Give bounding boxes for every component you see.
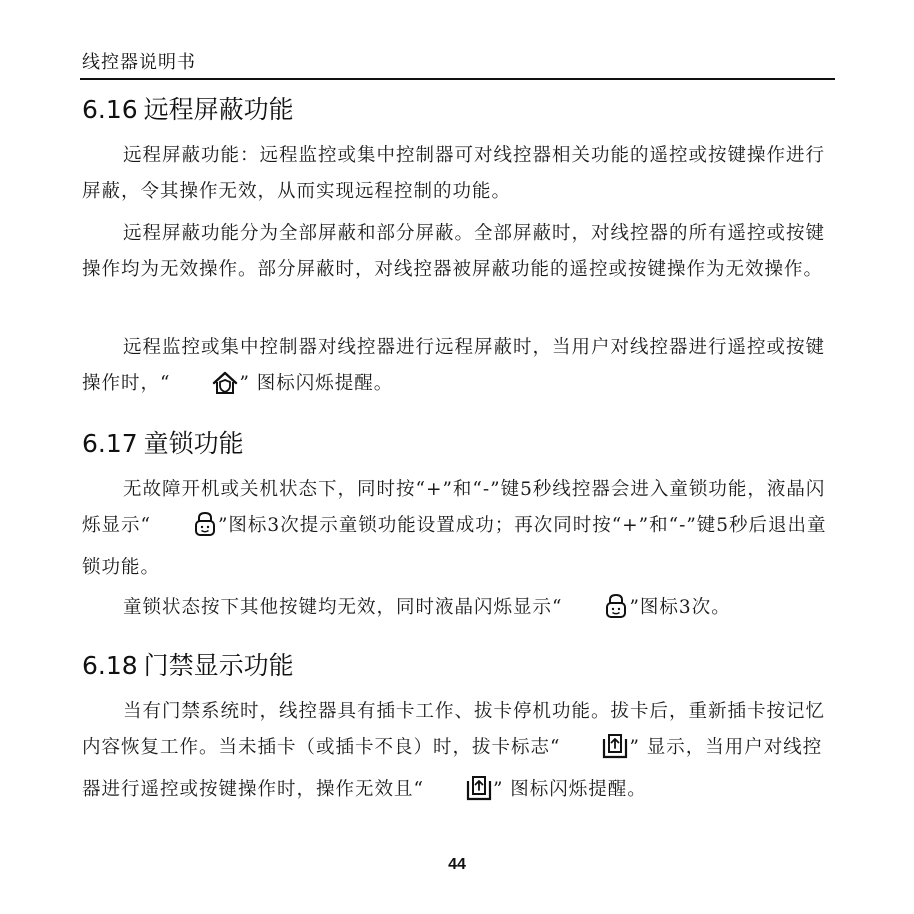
card-slot-icon bbox=[561, 733, 628, 772]
card-slot-icon bbox=[425, 775, 492, 814]
section-title: 门禁显示功能 bbox=[143, 651, 294, 680]
page-number: 44 bbox=[448, 856, 466, 873]
section-number: 6.17 bbox=[82, 429, 138, 458]
section-6-17-paragraph-1 bbox=[82, 472, 834, 586]
paragraph-text: 当有门禁系统时，线控器具有插卡工作、拔卡停机功能。拔卡后，重新插卡按记忆内容恢复工作。当未插卡（或插卡不良）时，拔卡标志“ bbox=[82, 701, 826, 758]
paragraph-text: ”图标3次提示童锁功能设置成功；再次同时按“+”和“-”键5秒后退出童锁功能。 bbox=[82, 515, 827, 578]
section-number: 6.18 bbox=[82, 651, 138, 680]
paragraph-text: ”图标3次。 bbox=[629, 597, 731, 618]
paragraph-text: ” 图标闪烁提醒。 bbox=[492, 779, 647, 800]
section-title: 童锁功能 bbox=[143, 429, 244, 458]
child-lock-icon bbox=[563, 593, 628, 632]
section-heading-6-17 bbox=[82, 429, 244, 459]
paragraph-text: ” 图标闪烁提醒。 bbox=[239, 373, 394, 394]
section-6-17-paragraph-2 bbox=[82, 590, 834, 632]
section-6-16-paragraph-3 bbox=[82, 330, 834, 408]
section-6-16-paragraph-1: 远程屏蔽功能：远程监控或集中控制器可对线控器相关功能的遥控或按键操作进行屏蔽，令其操作无效，从而实现远程控制的功能。 bbox=[82, 145, 826, 202]
section-heading-6-18 bbox=[82, 651, 294, 681]
paragraph-text: 童锁状态按下其他按键均无效，同时液晶闪烁显示“ bbox=[123, 597, 563, 618]
header-divider bbox=[80, 78, 835, 80]
section-6-16-paragraph-2: 远程屏蔽功能分为全部屏蔽和部分屏蔽。全部屏蔽时，对线控器的所有遥控或按键操作均为无效操作。部分屏蔽时，对线控器被屏蔽功能的遥控或按键操作为无效操作。 bbox=[82, 223, 826, 280]
running-header: 线控器说明书 bbox=[82, 52, 196, 73]
section-6-18-paragraph-1 bbox=[82, 694, 834, 814]
section-number: 6.16 bbox=[82, 95, 138, 124]
house-shield-icon bbox=[171, 371, 238, 408]
paragraph-text: 无故障开机或关机状态下，同时按“+”和“-”键5秒线控器会进入童锁功能，液晶闪烁显示“ bbox=[82, 479, 826, 536]
section-title: 远程屏蔽功能 bbox=[143, 95, 294, 124]
paragraph-text: ” 显示，当用户对线控器进行遥控或按键操作时，操作无效且“ bbox=[82, 737, 823, 800]
child-lock-icon bbox=[152, 511, 217, 550]
paragraph-text: 远程监控或集中控制器对线控器进行远程屏蔽时，当用户对线控器进行遥控或按键操作时，“ bbox=[82, 337, 826, 394]
section-heading-6-16 bbox=[82, 95, 294, 125]
